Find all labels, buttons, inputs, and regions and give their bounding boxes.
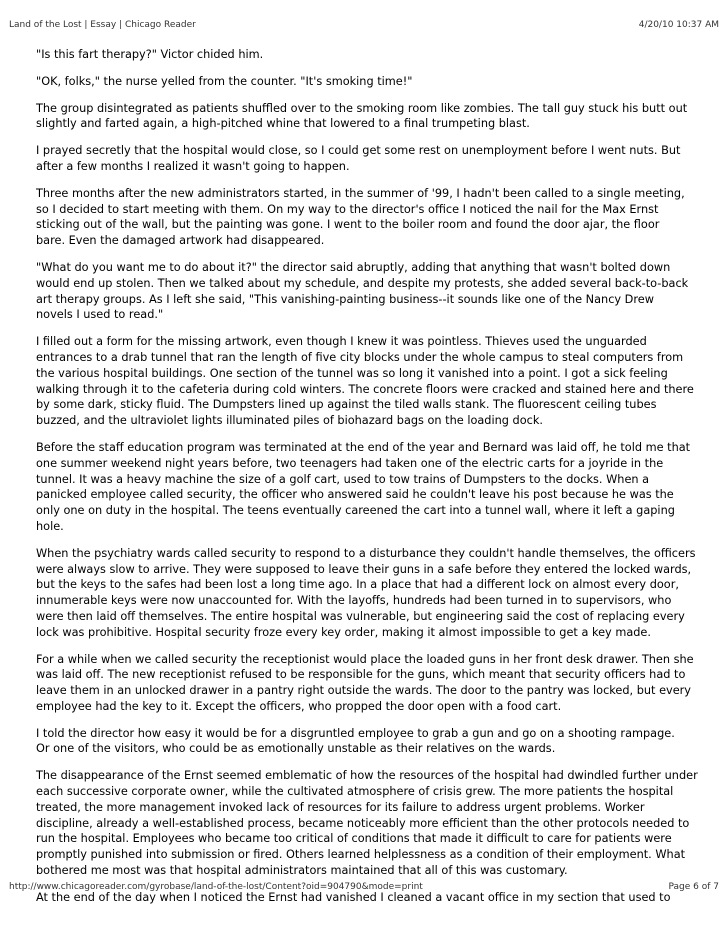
paragraph-line: "What do you want me to do about it?" the director said abruptly, adding that anything that wasn't bolted down xyxy=(36,260,671,274)
paragraph-line: promptly punished into submission or fired. Others learned helplessness as a condition of their employment. What xyxy=(36,848,686,862)
paragraph-line: walking through it to the cafeteria during cold winters. The concrete floors were cracked and stained here and there xyxy=(36,382,694,396)
print-header xyxy=(9,18,719,32)
paragraph xyxy=(36,768,698,879)
print-datetime: 4/20/10 10:37 AM xyxy=(638,20,719,30)
paragraph xyxy=(36,260,692,323)
paragraph-line: so I decided to start meeting with them. On my way to the director's office I noticed the nail for the Max Ernst xyxy=(36,202,659,216)
paragraph-line: run the hospital. Employees who became too critical of conditions that made it difficult to care for patients were xyxy=(36,832,672,846)
paragraph xyxy=(36,546,696,641)
paragraph-line: were then laid off themselves. The entire hospital was vulnerable, but engineering said the cost of replacing every xyxy=(36,609,685,623)
paragraph-line: by some dark, sticky fluid. The Dumpsters lined up against the tiled walls stank. The fluorescent ceiling tubes xyxy=(36,398,657,412)
paragraph-line: The disappearance of the Ernst seemed emblematic of how the resources of the hospital had dwindled further under xyxy=(36,769,698,783)
paragraph-line: I filled out a form for the missing artwork, even though I knew it was pointless. Thieves used the unguarded xyxy=(36,335,647,349)
paragraph-line: innumerable keys were now unaccounted for. With the layoffs, hundreds had been turned in to supervisors, who xyxy=(36,594,672,608)
paragraph-line: I prayed secretly that the hospital would close, so I could get some rest on unemployment before I went nuts. But xyxy=(36,144,681,158)
paragraph-line: For a while when we called security the receptionist would place the loaded guns in her front desk drawer. Then she xyxy=(36,652,694,666)
paragraph xyxy=(36,726,692,758)
paragraph-line: after a few months I realized it wasn't going to happen. xyxy=(36,159,350,173)
paragraph-line: The group disintegrated as patients shuffled over to the smoking room like zombies. The tall guy stuck his butt out xyxy=(36,101,688,115)
paragraph xyxy=(36,440,692,535)
page-number: Page 6 of 7 xyxy=(668,882,719,892)
paragraph-line: leave them in an unlocked drawer in a pantry right outside the wards. The door to the pantry was locked, but every xyxy=(36,684,691,698)
paragraph-line: novels I used to read." xyxy=(36,308,164,322)
paragraph-line: were always slow to arrive. They were supposed to leave their guns in a safe before they entered the locked wards, xyxy=(36,562,692,576)
paragraph-line: lock was prohibitive. Hospital security froze every key order, making it almost impossible to get a key made. xyxy=(36,625,651,639)
paragraph-line: the various hospital buildings. One section of the tunnel was so long it vanished into a point. I got a sick feeling xyxy=(36,366,668,380)
paragraph xyxy=(36,47,692,63)
paragraph-line: panicked employee called security, the officer who answered said he couldn't leave his post because he was the xyxy=(36,488,674,502)
paragraph xyxy=(36,652,692,715)
paragraph xyxy=(36,143,692,175)
paragraph-line: each successive corporate owner, while the cultivated atmosphere of crisis grew. The more patients the hospital xyxy=(36,785,674,799)
paragraph-line: one summer weekend night years before, two teenagers had taken one of the electric carts for a joyride in the xyxy=(36,456,664,470)
print-footer xyxy=(9,880,719,894)
paragraph-line: was laid off. The new receptionist refused to be responsible for the guns, which meant that security officers had to xyxy=(36,668,686,682)
paragraph-line: I told the director how easy it would be for a disgruntled employee to grab a gun and go on a shooting rampage. xyxy=(36,726,675,740)
paragraph-line: At the end of the day when I noticed the Ernst had vanished I cleaned a vacant office in my section that used to xyxy=(36,890,671,904)
paragraph-line: bothered me most was that hospital administrators maintained that all of this was customary. xyxy=(36,864,568,878)
paragraph-line: treated, the more management invoked lack of resources for its failure to address urgent problems. Worker xyxy=(36,800,645,814)
paragraph xyxy=(36,334,692,429)
paragraph-line: Before the staff education program was terminated at the end of the year and Bernard was laid off, he told me that xyxy=(36,440,691,454)
paragraph-line: would end up stolen. Then we talked about my schedule, and despite my protests, she added several back-to-back xyxy=(36,276,689,290)
paragraph-line: buzzed, and the ultraviolet lights illuminated piles of biohazard bags on the loading dock. xyxy=(36,414,543,428)
paragraph-line: slightly and farted again, a high-pitched whine that lowered to a final trumpeting blast. xyxy=(36,117,530,131)
paragraph-line: art therapy groups. As I left she said, "This vanishing-painting business--it sounds like one of the Nancy Drew xyxy=(36,292,654,306)
page-title: Land of the Lost | Essay | Chicago Reader xyxy=(9,20,196,30)
paragraph-line: Three months after the new administrators started, in the summer of '99, I hadn't been called to a single meeting, xyxy=(36,186,685,200)
paragraph-line: hole. xyxy=(36,519,64,533)
paragraph-line: entrances to a drab tunnel that ran the length of five city blocks under the whole campus to steal computers from xyxy=(36,350,684,364)
paragraph-line: but the keys to the safes had been lost a long time ago. In a place that had a different lock on almost every door, xyxy=(36,578,679,592)
paragraph xyxy=(36,186,692,249)
page-url: http://www.chicagoreader.com/gyrobase/land-of-the-lost/Content?oid=904790&mode=print xyxy=(9,882,423,892)
paragraph-line: employee had the key to it. Except the officers, who propped the door open with a food cart. xyxy=(36,699,562,713)
paragraph-line: tunnel. It was a heavy machine the size of a golf cart, used to tow trains of Dumpsters to the docks. When a xyxy=(36,472,650,486)
paragraph-line: bare. Even the damaged artwork had disappeared. xyxy=(36,234,325,248)
paragraph-line: only one on duty in the hospital. The teens eventually careened the cart into a tunnel wall, where it left a gaping xyxy=(36,504,675,518)
paragraph xyxy=(36,101,692,133)
paragraph-line: Or one of the visitors, who could be as emotionally unstable as their relatives on the wards. xyxy=(36,742,556,756)
paragraph-line: discipline, already a well-established process, became noticeably more efficient than the other protocols needed to xyxy=(36,816,690,830)
paragraph-line: sticking out of the wall, but the painting was gone. I went to the boiler room and found the door ajar, the floor xyxy=(36,218,660,232)
paragraph xyxy=(36,74,692,90)
paragraph-line: "OK, folks," the nurse yelled from the counter. "It's smoking time!" xyxy=(36,74,413,88)
paragraph-line: "Is this fart therapy?" Victor chided him. xyxy=(36,48,264,61)
paragraph-line: When the psychiatry wards called security to respond to a disturbance they couldn't handle themselves, the officers xyxy=(36,546,696,560)
